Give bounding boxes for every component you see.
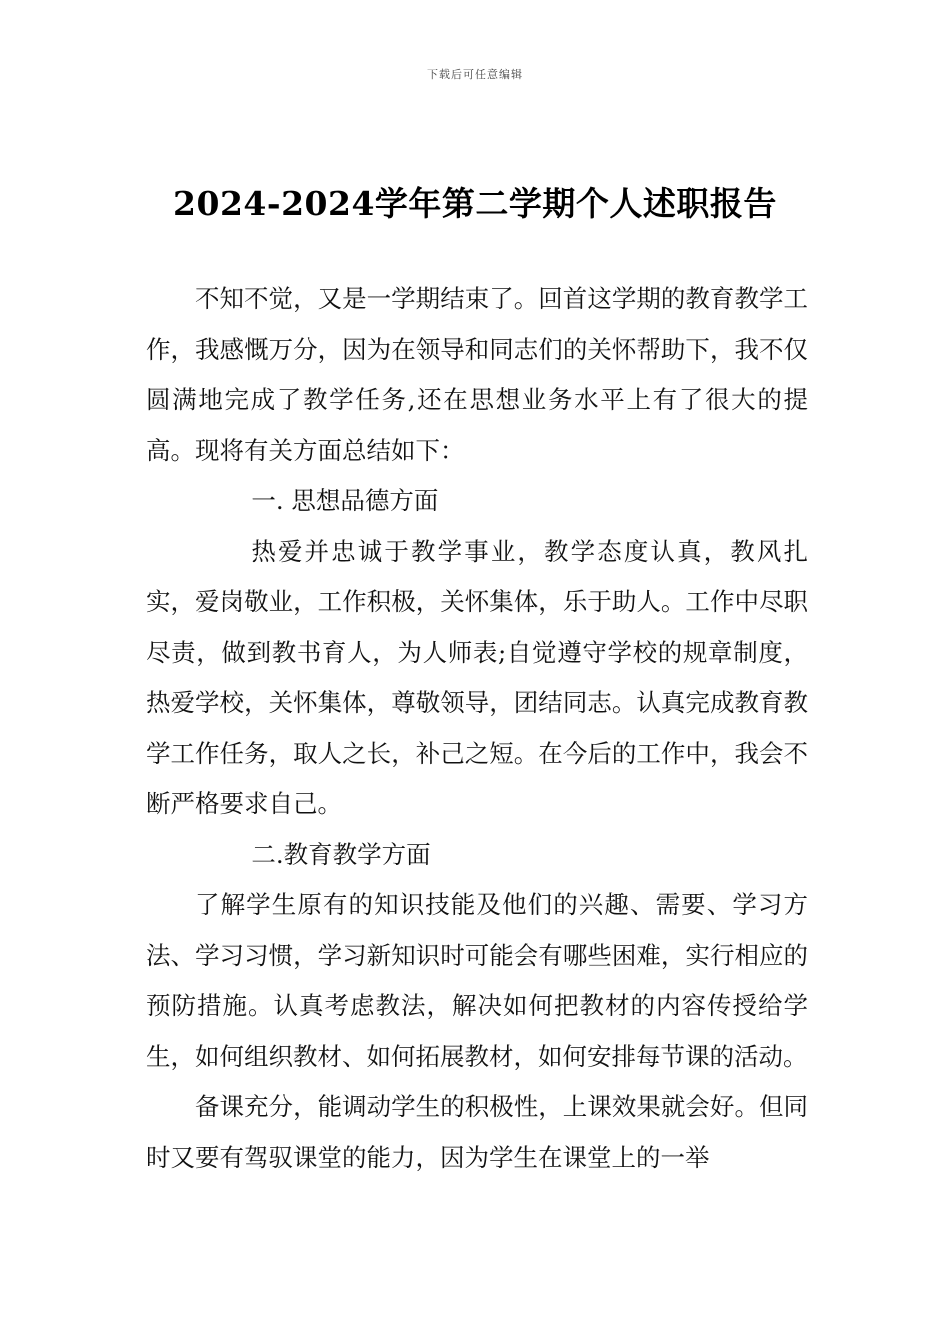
document-title: 2024-2024学年第二学期个人述职报告	[173, 184, 777, 223]
section-heading-1: 一. 思想品德方面	[251, 486, 439, 515]
section-2-paragraph-2: 备课充分，能调动学生的积极性，上课效果就会好。但同时又要有驾驭课堂的能力，因为学生在课堂上的一举	[146, 1092, 808, 1172]
section-1-paragraph: 热爱并忠诚于教学事业，教学态度认真，教风扎实，爱岗敬业，工作积极，关怀集体，乐于助人。工作中尽职尽责，做到教书育人，为人师表;自觉遵守学校的规章制度，热爱学校，关怀集体，尊敬领导，团结同志。认真完成教育教学工作任务，取人之长，补己之短。在今后的工作中，我会不断严格要求自己。	[146, 536, 808, 818]
section-2-paragraph-1: 了解学生原有的知识技能及他们的兴趣、需要、学习方法、学习习惯，学习新知识时可能会有哪些困难，实行相应的预防措施。认真考虑教法，解决如何把教材的内容传授给学生，如何组织教材、如何拓展教材，如何安排每节课的活动。	[146, 890, 808, 1071]
document-body	[146, 274, 808, 1183]
section-heading-2: 二.教育教学方面	[251, 839, 431, 869]
intro-paragraph: 不知不觉，又是一学期结束了。回首这学期的教育教学工作，我感慨万分，因为在领导和同志们的关怀帮助下，我不仅圆满地完成了教学任务,还在思想业务水平上有了很大的提高。现将有关方面总结如下：	[146, 284, 808, 465]
header-note: 下载后可任意编辑	[427, 68, 523, 81]
